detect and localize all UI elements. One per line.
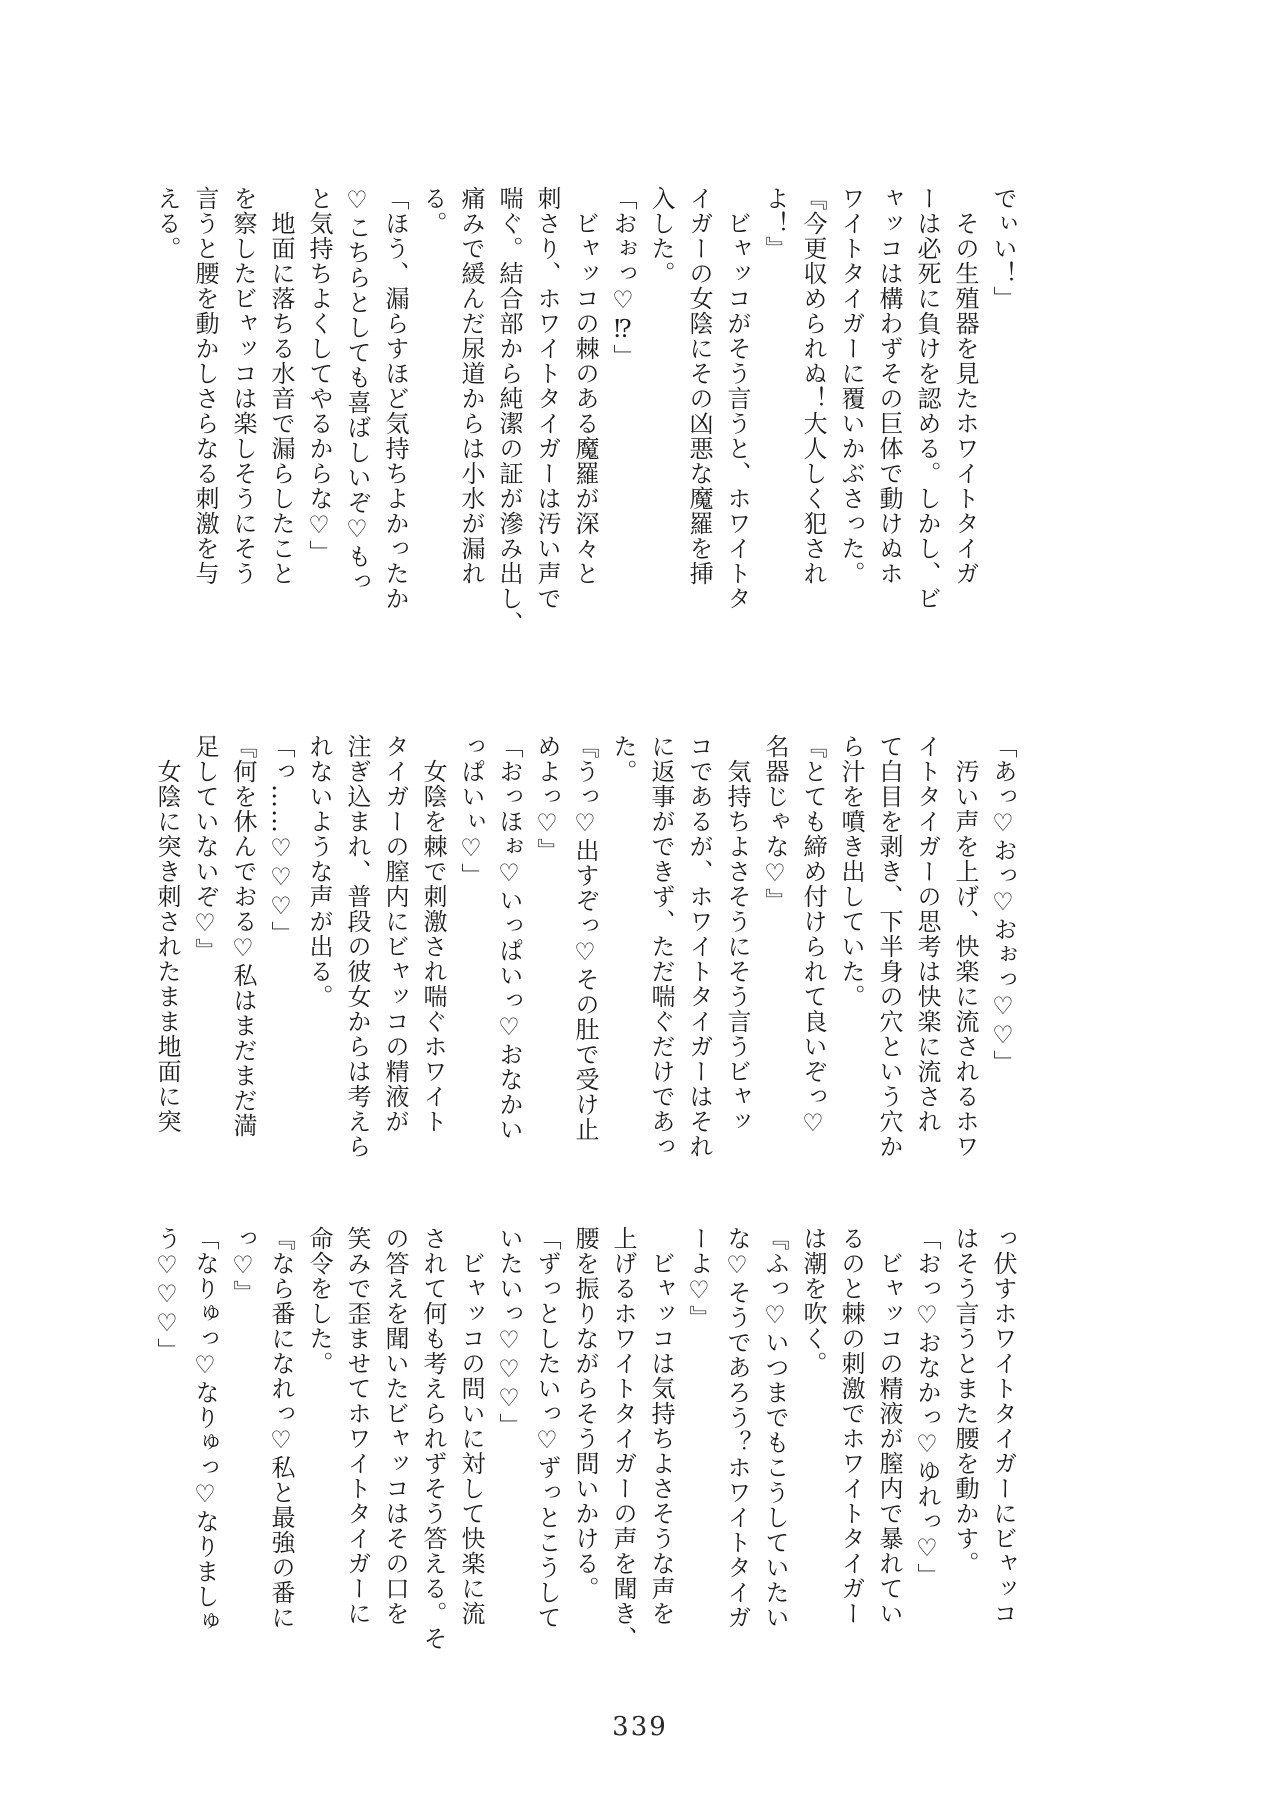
text-column: ビャッコがそう言うと、ホワイトタ	[723, 186, 751, 611]
text-column: 『ふっ♡いつまでもこうしていたい	[761, 1226, 789, 1630]
text-column: 『うっ♡出すぞっ♡その肚で受け止	[571, 734, 599, 1142]
text-column: 「あっ♡おっ♡おぉっ♡♡」	[989, 734, 1017, 1075]
text-column: 「ずっとしたいっ♡ずっとこうして	[533, 1226, 561, 1630]
text-column: タイガーの膣内にビャッコの精液が	[381, 734, 409, 1134]
text-column: 喘ぐ。結合部から純潔の証が滲み出し、	[495, 186, 523, 636]
text-column: と気持ちよくしてやるからな♡」	[305, 186, 333, 565]
text-column: ビャッコの精液が膣内で暴れてい	[875, 1226, 903, 1626]
text-column: な♡そうであろう？ホワイトタイガ	[723, 1226, 751, 1630]
text-column: 地面に落ちる水音で漏らしたこと	[267, 186, 295, 586]
text-band-bottom	[148, 1226, 1022, 1676]
text-column: はそう言うとまた腰を動かす。	[951, 1226, 979, 1576]
text-band-middle	[148, 734, 1022, 1184]
text-column: の答えを聞いたビャッコはその口を	[381, 1226, 409, 1626]
text-column: 「ほう、漏らすほど気持ちよかったか	[381, 186, 409, 611]
text-column: その生殖器を見たホワイトタイガ	[951, 186, 979, 586]
text-column: 入した。	[647, 186, 675, 286]
text-column: 「っ……♡♡♡」	[267, 734, 295, 946]
text-column: た。	[609, 734, 637, 784]
text-column: 「おぉっ♡⁉」	[609, 186, 637, 369]
text-column: 足していないぞ♡』	[191, 734, 219, 963]
text-column: イガーの女陰にその凶悪な魔羅を挿	[685, 186, 713, 586]
text-column: える。	[153, 186, 181, 261]
text-column: ♡こちらとしても喜ばしいぞ♡もっ	[343, 186, 371, 594]
text-column: 汚い声を上げ、快楽に流されるホワ	[951, 734, 979, 1159]
text-column: ワイトタイガーに覆いかぶさった。	[837, 186, 865, 586]
text-column: イトタイガーの思考は快楽に流され	[913, 734, 941, 1134]
text-column: されて何も考えられずそう答える。そ	[419, 1226, 447, 1651]
text-column: を察したビャッコは楽しそうにそう	[229, 186, 257, 586]
text-column: う♡♡♡」	[153, 1226, 181, 1363]
text-column: ーは必死に負けを認める。しかし、ビ	[913, 186, 941, 611]
text-column: っ伏すホワイトタイガーにビャッコ	[989, 1226, 1017, 1626]
text-column: て白目を剥き、下半身の穴という穴か	[875, 734, 903, 1159]
text-column: いたいっ♡♡♡」	[495, 1226, 523, 1438]
text-column: 女陰を棘で刺激され喘ぐホワイト	[419, 734, 447, 1134]
text-column: ャッコは構わずその巨体で動けぬホ	[875, 186, 903, 586]
text-column: ビャッコの問いに対して快楽に流	[457, 1226, 485, 1626]
text-column: 注ぎ込まれ、普段の彼女からは考えら	[343, 734, 371, 1159]
text-band-top	[148, 186, 1022, 636]
text-column: めよっ♡』	[533, 734, 561, 863]
text-column: る。	[419, 186, 447, 236]
text-column: 「おっ♡おなかっ♡ゆれっ♡」	[913, 1226, 941, 1588]
text-column: 「おっほぉ♡いっぱいっ♡おなかい	[495, 734, 523, 1142]
text-column: に返事ができず、ただ喘ぐだけであっ	[647, 734, 675, 1159]
text-column: 腰を振りながらそう問いかける。	[571, 1226, 599, 1601]
text-column: 『とても締め付けられて良いぞっ♡	[799, 734, 827, 1138]
text-column: 名器じゃな♡』	[761, 734, 789, 913]
text-column: ビャッコの棘のある魔羅が深々と	[571, 186, 599, 586]
text-column: 女陰に突き刺されたまま地面に突	[153, 734, 181, 1134]
text-column: でぃい！」	[989, 186, 1017, 311]
text-column: よ！』	[761, 186, 789, 261]
text-column: コであるが、ホワイトタイガーはそれ	[685, 734, 713, 1159]
text-column: 「なりゅっ♡なりゅっ♡なりましゅ	[191, 1226, 219, 1634]
text-column: っぱいぃ♡」	[457, 734, 485, 888]
text-column: 痛みで緩んだ尿道からは小水が漏れ	[457, 186, 485, 586]
text-column: 笑みで歪ませてホワイトタイガーに	[343, 1226, 371, 1626]
text-column: 気持ちよさそうにそう言うビャッ	[723, 734, 751, 1134]
text-column: 上げるホワイトタイガーの声を聞き、	[609, 1226, 637, 1651]
text-column: れないような声が出る。	[305, 734, 333, 1009]
text-column: は潮を吹く。	[799, 1226, 827, 1376]
text-column: 『何を休んでおる♡私はまだまだ満	[229, 734, 257, 1138]
text-column: 命令をした。	[305, 1226, 333, 1376]
text-column: ーよ♡』	[685, 1226, 713, 1330]
text-column: ビャッコは気持ちよさそうな声を	[647, 1226, 675, 1626]
text-column: ら汁を噴き出していた。	[837, 734, 865, 1009]
text-column: 刺さり、ホワイトタイガーは汚い声で	[533, 186, 561, 611]
text-column: っ♡』	[229, 1226, 257, 1305]
text-column: 言うと腰を動かしさらなる刺激を与	[191, 186, 219, 586]
page-number: 339	[612, 1712, 668, 1742]
text-column: 『今更収められぬ！大人しく犯され	[799, 186, 827, 586]
text-column: 『なら番になれっ♡私と最強の番に	[267, 1226, 295, 1630]
text-column: るのと棘の刺激でホワイトタイガー	[837, 1226, 865, 1626]
